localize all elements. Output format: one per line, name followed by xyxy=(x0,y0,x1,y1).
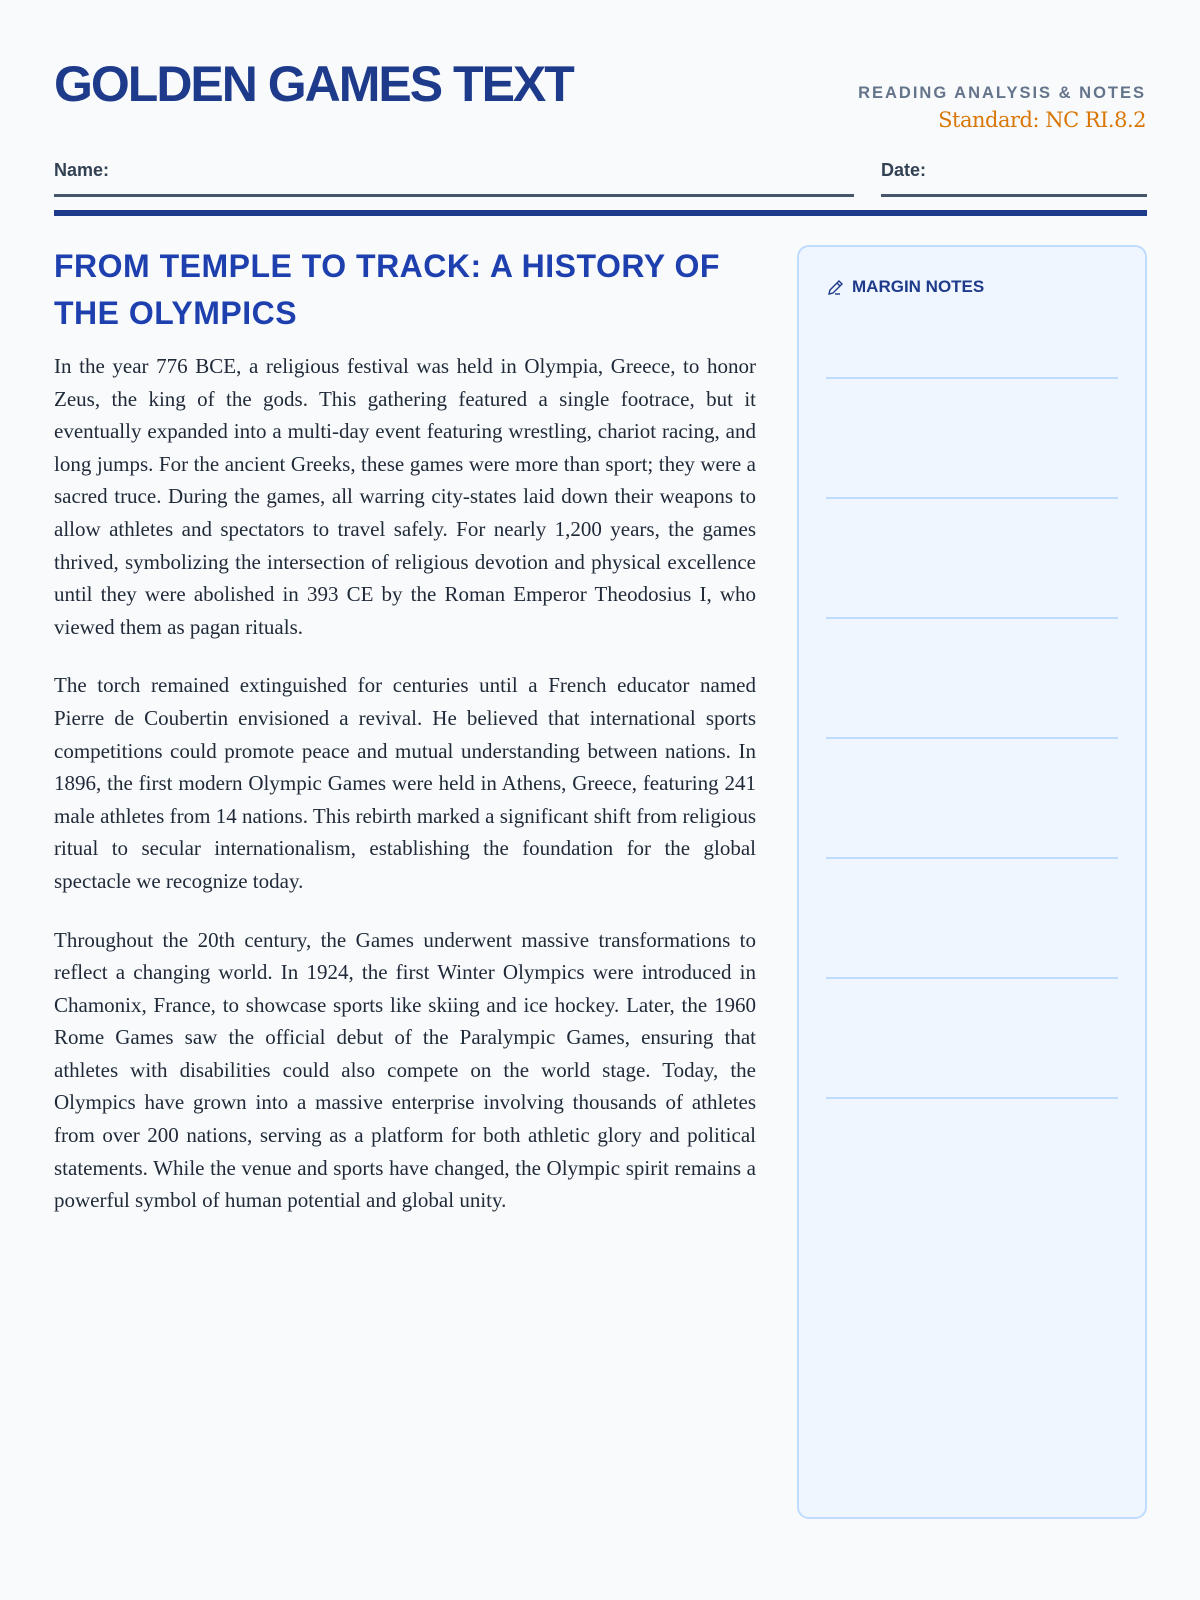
paragraph: Throughout the 20th century, the Games underwent massive transformations to reflect a changing world. In 1924, the first Winter Olympics were introduced in Chamonix, France, to showcase sports like skiing and ice hockey. Later, the 1960 Rome Games saw the official debut of the Paralympic Games, ensuring that athletes with disabilities could also compete on the world stage. Today, the Olympics have grown into a massive enterprise involving thousands of athletes from over 200 nations, serving as a platform for both athletic glory and political statements. While the venue and sports have changed, the Olympic spirit remains a powerful symbol of human potential and global unity. xyxy=(54,927,756,1213)
date-field[interactable] xyxy=(881,160,1147,197)
paragraph: The torch remained extinguished for centuries until a French educator named Pierre de Coubertin envisioned a revival. He believed that international sports competitions could promote peace and mutual understanding between nations. In 1896, the first modern Olympic Games were held in Athens, Greece, featuring 241 male athletes from 14 nations. This rebirth marked a significant shift from religious ritual to secular internationalism, establishing the foundation for the global spectacle we recognize today. xyxy=(54,673,756,893)
date-label: Date: xyxy=(881,160,927,180)
name-field[interactable] xyxy=(54,160,854,197)
paragraph: In the year 776 BCE, a religious festival was held in Olympia, Greece, to honor Zeus, the king of the gods. This gathering featured a single footrace, but it eventually expanded into a multi-day event featuring wrestling, chariot racing, and long jumps. For the ancient Greeks, these games were more than sport; they were a sacred truce. During the games, all warring city-states laid down their weapons to allow athletes and spectators to travel safely. For nearly 1,200 years, the games thrived, symbolizing the intersection of religious devotion and physical excellence until they were abolished in 393 CE by the Roman Emperor Theodosius I, who viewed them as pagan rituals. xyxy=(54,354,756,639)
note-line[interactable] xyxy=(826,377,1118,379)
note-line[interactable] xyxy=(826,497,1118,499)
article-title: FROM TEMPLE TO TRACK: A HISTORY OF THE OLYMPICS xyxy=(54,248,720,331)
note-line[interactable] xyxy=(826,737,1118,739)
note-line[interactable] xyxy=(826,857,1118,859)
note-line[interactable] xyxy=(826,977,1118,979)
note-line[interactable] xyxy=(826,1097,1118,1099)
article-body xyxy=(54,350,756,1243)
worksheet-title: GOLDEN GAMES TEXT xyxy=(54,56,573,112)
worksheet-subtitle: READING ANALYSIS & NOTES xyxy=(858,84,1146,102)
note-line[interactable] xyxy=(826,617,1118,619)
header-divider xyxy=(54,210,1147,216)
standard-label: Standard: NC RI.8.2 xyxy=(938,108,1146,132)
name-label: Name: xyxy=(54,160,110,180)
margin-notes-header xyxy=(826,277,984,297)
margin-notes-title: MARGIN NOTES xyxy=(852,277,985,296)
pencil-icon xyxy=(826,277,846,297)
margin-notes-panel[interactable] xyxy=(797,245,1147,1519)
